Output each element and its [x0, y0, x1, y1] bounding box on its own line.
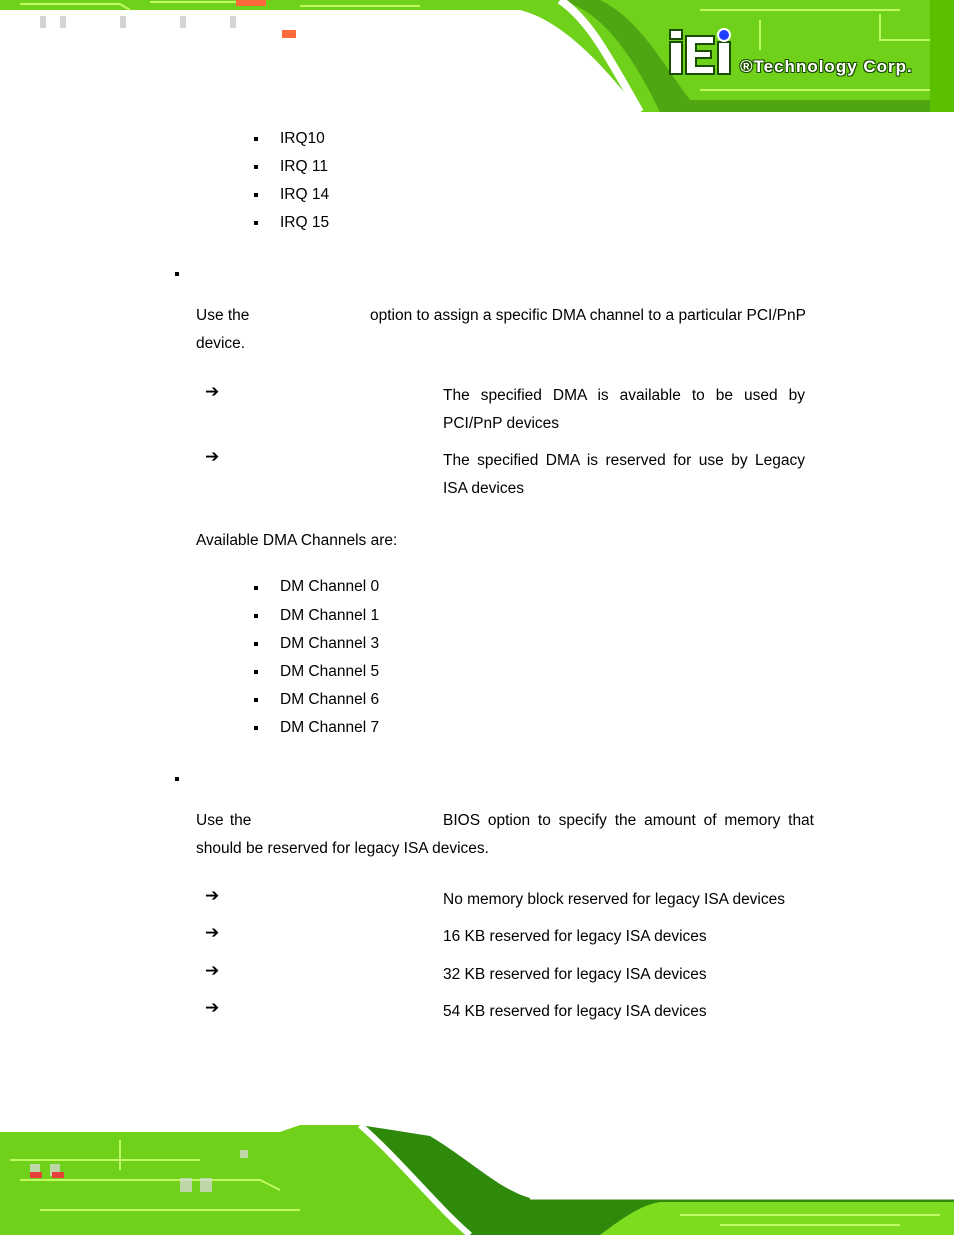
dma-option-1-line1: The specified DMA is available to be used by [443, 387, 805, 404]
dma-intro-c: device. [196, 335, 246, 352]
dma-option-2-line2: ISA devices [443, 480, 524, 497]
bullet-square [254, 614, 258, 618]
dma-channels-label: Available DMA Channels are: [196, 532, 398, 549]
bullet-square [254, 221, 258, 225]
dma-intro-a: Use the [196, 307, 250, 324]
bullet-square [254, 165, 258, 169]
arrow-icon: ➔ [205, 447, 220, 467]
list-item: DM Channel 7 [280, 719, 380, 736]
mem-intro-a: Use the [196, 812, 252, 829]
iei-logo [664, 26, 934, 86]
arrow-icon: ➔ [205, 998, 220, 1018]
mem-option-2: 16 KB reserved for legacy ISA devices [443, 928, 707, 945]
arrow-icon: ➔ [205, 886, 220, 906]
list-item: IRQ 14 [280, 186, 330, 203]
dma-intro-b: option to assign a specific DMA channel to a particular PCI/PnP [370, 307, 806, 324]
arrow-icon: ➔ [205, 923, 220, 943]
list-item: DM Channel 0 [280, 578, 380, 595]
dma-option-2-line1: The specified DMA is reserved for use by Legacy [443, 452, 805, 469]
section-bullet [175, 777, 179, 781]
mem-intro-c: should be reserved for legacy ISA devices. [196, 840, 489, 857]
mem-option-4: 54 KB reserved for legacy ISA devices [443, 1003, 707, 1020]
footer-banner [0, 1120, 954, 1235]
list-item: DM Channel 5 [280, 663, 380, 680]
mem-option-1: No memory block reserved for legacy ISA devices [443, 891, 785, 908]
list-item: DM Channel 1 [280, 607, 380, 624]
bullet-square [254, 642, 258, 646]
logo-text: ®Technology Corp. [740, 57, 913, 76]
list-item: IRQ 11 [280, 158, 328, 175]
bullet-square [254, 586, 258, 590]
list-item: IRQ10 [280, 130, 325, 147]
bullet-square [254, 193, 258, 197]
bullet-square [254, 670, 258, 674]
mem-option-3: 32 KB reserved for legacy ISA devices [443, 966, 707, 983]
list-item: DM Channel 6 [280, 691, 380, 708]
list-item: DM Channel 3 [280, 635, 380, 652]
list-item: IRQ 15 [280, 214, 330, 231]
dma-option-1-line2: PCI/PnP devices [443, 415, 560, 432]
mem-intro-b: BIOS option to specify the amount of memory that [443, 812, 814, 829]
bullet-square [254, 698, 258, 702]
arrow-icon: ➔ [205, 961, 220, 981]
section-bullet [175, 272, 179, 276]
bullet-square [254, 726, 258, 730]
arrow-icon: ➔ [205, 382, 220, 402]
bullet-square [254, 137, 258, 141]
